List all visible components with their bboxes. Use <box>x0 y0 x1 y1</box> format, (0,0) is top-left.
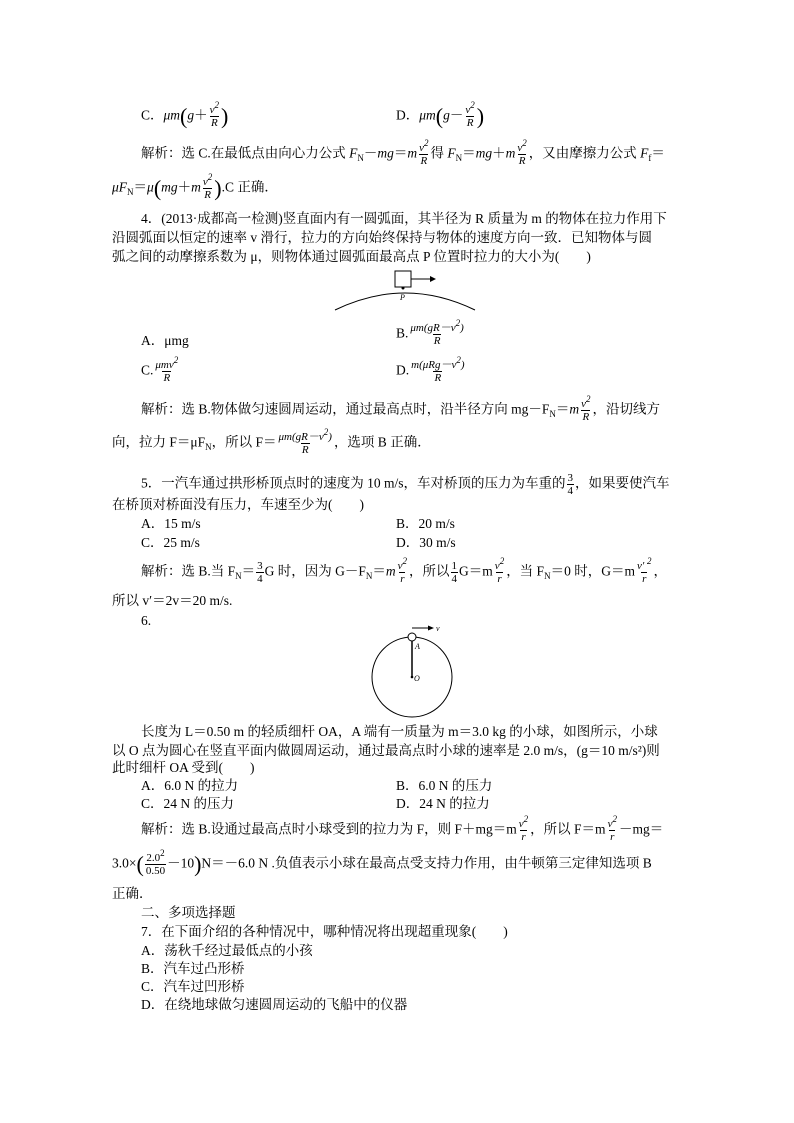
q5-analysis-line2: 所以 v′＝2v＝20 m/s. <box>112 593 233 608</box>
q5-stem-line2: 在桥顶对桥面没有压力，车速至少为( ) <box>112 497 364 512</box>
q6-analysis-line3: 正确． <box>112 886 153 901</box>
q6-stem-line1: 长度为 L＝0.50 m 的轻质细杆 OA，A 端有一质量为 m＝3.0 kg 的小球，如图所示，小球 <box>141 724 658 739</box>
q4-option-d: D. $\frac{m(\mu Rg-v^2)}{R}$ <box>396 355 465 384</box>
q3-analysis-line1: 解析：选 C.在最低点由向心力公式 $F_N-mg=m$ $\frac{v^2}{R}$ 得 $F_N=mg+m$ $\frac{v^2}{R}$ ，又由摩擦力公式 $F_f=$ <box>141 138 665 167</box>
q4-point-p-label: P <box>400 293 405 302</box>
q6-stem-line2: 以 O 点为圆心在竖直平面内做圆周运动，通过最高点时小球的速率是 2.0 m/s，(g＝10 m/s²)则 <box>112 743 660 758</box>
q6-option-d: D．24 N 的拉力 <box>396 796 490 811</box>
q5-option-c: C．25 m/s <box>141 535 200 550</box>
q4-stem-line1: 4．(2013·成都高一检测)竖直面内有一圆弧面，其半径为 R 质量为 m 的物体在拉力作用下 <box>141 211 667 226</box>
q4-option-b: B. $\frac{\mu m(gR-v^2)}{R}$ <box>396 318 464 347</box>
q7-option-d: D．在绕地球做匀速圆周运动的飞船中的仪器 <box>141 997 408 1012</box>
q5-option-b: B．20 m/s <box>396 516 455 531</box>
q4-stem-line2: 沿圆弧面以恒定的速率 v 滑行，拉力的方向始终保持与物体的速度方向一致．已知物体与圆 <box>112 230 652 245</box>
q4-option-c: C. $\frac{\mu mv^2}{R}$ <box>141 355 179 384</box>
q4-stem-line3: 弧之间的动摩擦系数为 μ，则物体通过圆弧面最高点 P 位置时拉力的大小为( ) <box>112 249 591 264</box>
q7-option-a: A．荡秋千经过最低点的小孩 <box>141 943 313 958</box>
section-multi-choice-title: 二、多项选择题 <box>141 905 236 920</box>
q6-stem-line3: 此时细杆 OA 受到( ) <box>112 760 255 775</box>
q5-option-a: A．15 m/s <box>141 516 201 531</box>
q5-stem-line1: 5．一汽车通过拱形桥顶点时的速度为 10 m/s，车对桥顶的压力为车重的 $\frac{3}{4}$ ，如果要使汽车 <box>141 472 670 497</box>
q7-option-c: C．汽车过凹形桥 <box>141 979 245 994</box>
q7-option-b: B．汽车过凸形桥 <box>141 961 245 976</box>
q7-stem: 7．在下面介绍的各种情况中，哪种情况将出现超重现象( ) <box>141 924 508 939</box>
q6-option-c: C．24 N 的压力 <box>141 796 235 811</box>
q3-option-c: C．μm(g＋ $\frac{v^2}{R}$ ) <box>141 100 229 129</box>
q6-analysis-line2: 3.0×( $\frac{2.0^2}{0.50}$ －10)N＝－6.0 N .负值表示小球在最高点受支持力作用，由牛顿第三定律知选项 B <box>112 848 652 877</box>
q4-analysis-line1: 解析：选 B.物体做匀速圆周运动，通过最高点时，沿半径方向 $mg-F_N=m$ $\frac{v^2}{R}$ ，沿切线方 <box>141 394 661 423</box>
q5-option-d: D．30 m/s <box>396 535 456 550</box>
q4-option-a: A．μmg <box>141 333 189 348</box>
q6-point-o-label: O <box>414 674 420 683</box>
q3-analysis-line2: $\mu F_N=\mu(mg+m$ $\frac{v^2}{R}$ ).C 正确． <box>112 172 278 201</box>
q6-velocity-label: v <box>436 624 440 633</box>
q6-point-a-label: A <box>415 642 420 651</box>
q6-circle-figure <box>366 622 476 718</box>
q6-analysis-line1: 解析：选 B.设通过最高点时小球受到的拉力为 F，则 F＋mg＝m $\frac{v^2}{r}$ ，所以 F＝m $\frac{v^2}{r}$ －mg＝ <box>141 814 664 843</box>
q6-number: 6. <box>141 613 152 628</box>
q4-arc-figure <box>330 266 480 312</box>
q6-option-b: B．6.0 N 的压力 <box>396 778 493 793</box>
q3-option-d: D．μm(g－ $\frac{v^2}{R}$ ) <box>396 100 485 129</box>
q6-option-a: A．6.0 N 的拉力 <box>141 778 239 793</box>
q5-analysis-line1: 解析：选 B.当 $F_N=$ $\frac{3}{4}$ G 时，因为 $G-F_N=m$ $\frac{v^2}{r}$ ，所以 $\frac{1}{4}$ G＝m $\frac{v^2}{r}$ ，当 $F_N=0$ 时，G＝m $\frac{v' ^2}{r}$ ， <box>141 556 667 585</box>
q4-analysis-line2: 向，拉力 $F=\mu F_N$，所以 F＝ $\frac{\mu m(gR-v^2)}{R}$ ，选项 B 正确． <box>112 427 431 456</box>
